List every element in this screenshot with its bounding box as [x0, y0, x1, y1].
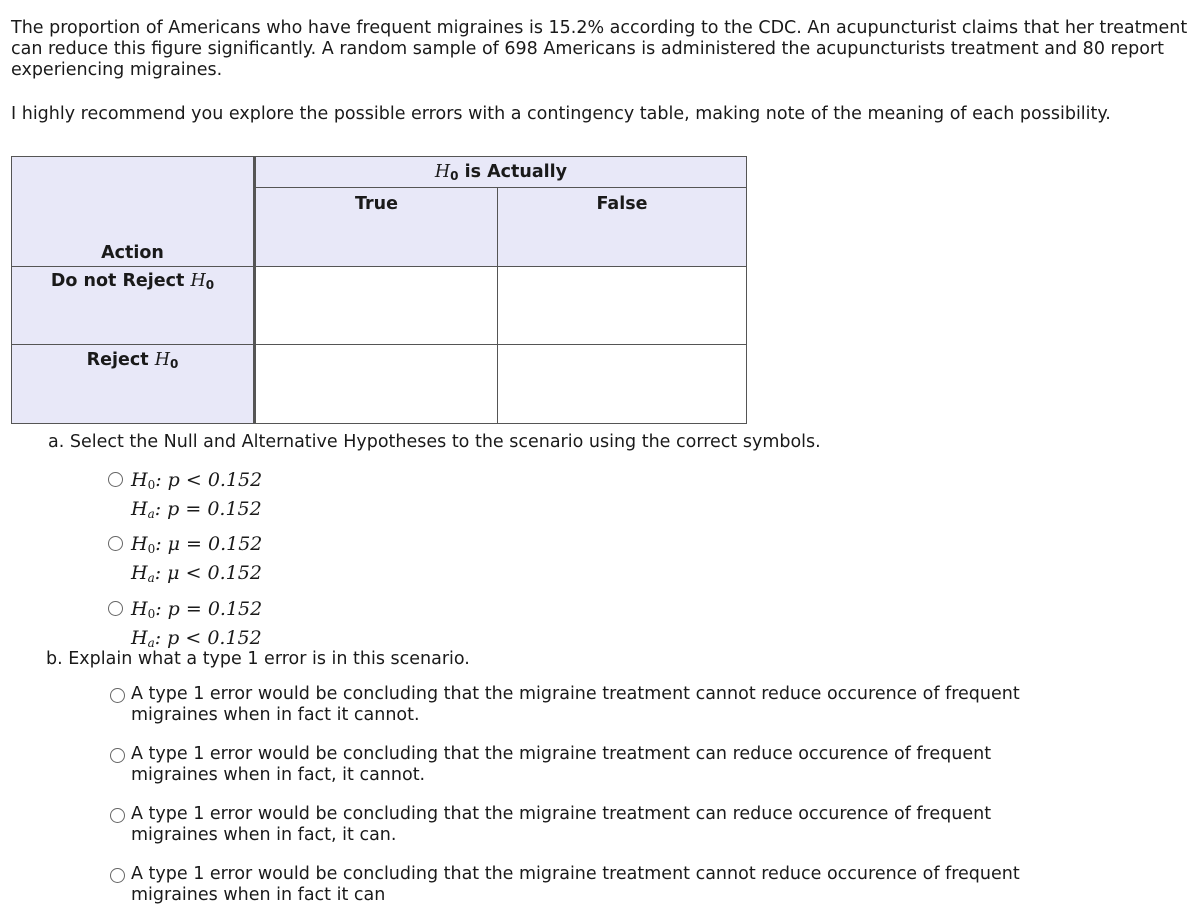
h0-header-suffix: is Actually [458, 161, 568, 182]
col-header-false [498, 188, 747, 267]
part-a-option-3[interactable] [108, 597, 262, 655]
option-text: A type 1 error would be concluding that the migraine treatment cannot reduce occurence of frequent migraines when in fact it cannot. [131, 684, 1020, 725]
hypothesis-pair: $H_0$: μ = 0.152 $H_a$: μ < 0.152 [131, 533, 263, 585]
cell-do-not-reject-false [498, 267, 747, 345]
part-b-option-2[interactable] [110, 744, 1050, 786]
cell-do-not-reject-true [255, 267, 498, 345]
part-b-option-4[interactable] [110, 864, 1050, 906]
row-header-do-not-reject: Do not Reject $H_0$ [12, 267, 255, 345]
option-text: A type 1 error would be concluding that the migraine treatment can reduce occurence of frequent migraines when in fact, it cannot. [131, 744, 992, 785]
problem-hint: I highly recommend you explore the possible errors with a contingency table, making note of the meaning of each possibility. [11, 104, 1111, 124]
part-b-option-3[interactable] [110, 804, 1050, 846]
table-corner-cell [12, 157, 255, 267]
option-text: A type 1 error would be concluding that the migraine treatment cannot reduce occurence of frequent migraines when in fact it can [131, 864, 1020, 905]
problem-intro: The proportion of Americans who have frequent migraines is 15.2% according to the CDC. An acupuncturist claims that her treatment can reduce this figure significantly. A random sample of 698 Americans is administered the acupuncturists treatment and 80 report experiencing migraines. [11, 18, 1188, 80]
radio-button[interactable] [110, 868, 125, 883]
radio-button[interactable] [110, 808, 125, 823]
col-true-label: True [355, 194, 398, 214]
row2-label: Reject [86, 350, 155, 370]
radio-button[interactable] [110, 748, 125, 763]
row1-label: Do not Reject [50, 271, 191, 291]
h0-actually-header [255, 157, 747, 188]
option-text: A type 1 error would be concluding that the migraine treatment can reduce occurence of frequent migraines when in fact, it can. [131, 804, 992, 845]
part-a-question: a. Select the Null and Alternative Hypotheses to the scenario using the correct symbols. [48, 432, 821, 452]
row-header-reject: Reject $H_0$ [12, 345, 255, 424]
h0-subscript: 0 [450, 168, 459, 183]
radio-button[interactable] [108, 601, 123, 616]
part-b-option-1[interactable] [110, 684, 1050, 726]
col-false-label: False [596, 194, 648, 214]
cell-reject-true [255, 345, 498, 424]
cell-reject-false [498, 345, 747, 424]
radio-button[interactable] [108, 472, 123, 487]
radio-button[interactable] [108, 536, 123, 551]
contingency-table [11, 156, 747, 424]
hypothesis-pair: $H_0$: p = 0.152 $H_a$: p < 0.152 [131, 598, 263, 650]
part-a-option-2[interactable] [108, 532, 262, 590]
part-b-question: b. Explain what a type 1 error is in this scenario. [46, 649, 470, 669]
h0-symbol: H [434, 161, 451, 182]
action-label: Action [101, 243, 164, 263]
part-a-option-1[interactable] [108, 468, 262, 526]
col-header-true [255, 188, 498, 267]
radio-button[interactable] [110, 688, 125, 703]
hypothesis-pair: $H_0$: p < 0.152 $H_a$: p = 0.152 [131, 469, 263, 521]
